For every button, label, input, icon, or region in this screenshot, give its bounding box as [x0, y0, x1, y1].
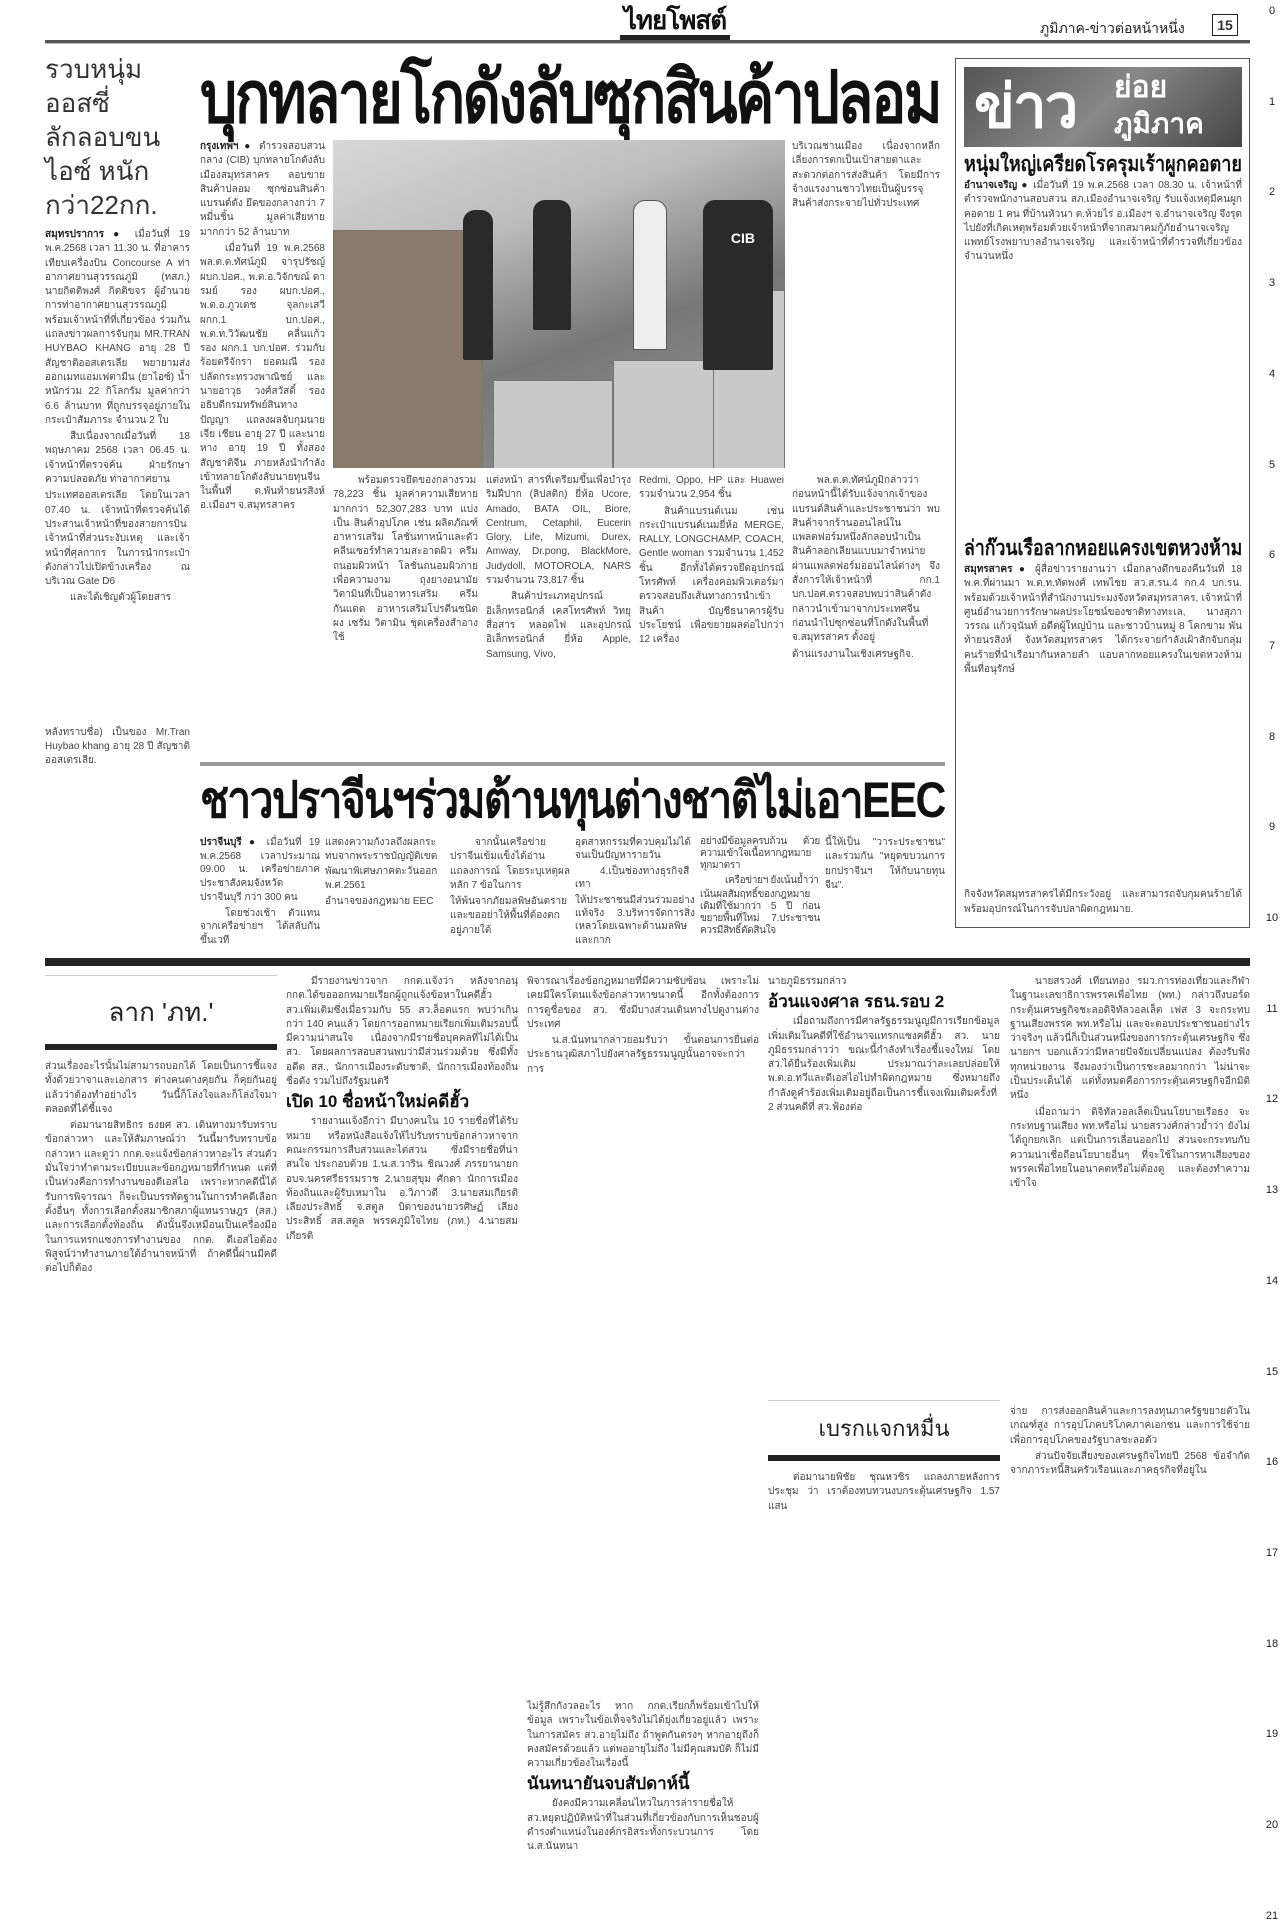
line-number: 18 — [1265, 1637, 1279, 1650]
paragraph: มีรายงานข่าวจาก กกต.แจ้งว่า หลังจากอนุ กกต.ได้ขอออกหมายเรียกผู้ถูกแจ้งข้อหาในคดีฮั้ว สว.เพิ่มเติมซึ่งเมื่อรวมกับ 55 สว.ล็อตแรก พบว่าเกินกว่า 140 คนแล้ว โดยการออกหมายเรียกเพิ่มเติมรอบนี้มีความน่าสนใจ เนื่องจากมีรายชื่อบุคคลที่ไม่ได้เป็น สว. โดยผลการสอบสวนพบว่ามีส่วนร่วมด้วย ซึ่งมีทั้งอดีต สส., นักการเมืองระดับชาติ, นักการเมืองท้องถิ่นชื่อดัง รวมไปถึงรัฐมนตรี — [286, 976, 518, 1088]
subheading: นันทนายันจบสัปดาห์นี้ — [527, 1774, 690, 1794]
paragraph: เครือข่ายฯ ยังเน้นย้ำว่า — [725, 874, 819, 886]
paragraph: ยังคงมีความเคลื่อนไหวในการล่ารายชื่อให้ สว.หยุดปฏิบัติหน้าที่ในส่วนที่เกี่ยวข้องกับการเห็นชอบผู้ดำรงตำแหน่งในองค์กรอิสระทั้งกระบวนการ โดย น.ส.นันทนา — [527, 1798, 759, 1853]
paragraph: เมื่อถามถึงการมีศาลรัฐธรรมนูญมีการเรียกข้อมูลเพิ่มเติมในคดีที่ใช้อำนาจแทรกแซงคดีฮั้ว สว. นายภูมิธรรมกล่าวว่า ขณะนี้กำลังทำเรื่องชี้แจงใหม่ โดย สว.ได้ยื่นร้องเพิ่มเติม ประมาณว่าละเลยปล่อยให้ พ.ต.อ.ทวีและดีเอสไอไปทำผิดกฎหมาย ซึ่งหมายถึงกำลังดูคำร้องเพิ่มเติมอยู่ถือเป็นการชี้แจงเพิ่มเติมครั้งที่ 2 ส่วนคดีที่ สว.ฟ้องต่อ — [768, 1016, 1000, 1114]
line-number: 8 — [1268, 730, 1276, 743]
eec-column — [700, 836, 820, 940]
paragraph: หลังทราบชื่อ) เป็นของ Mr.Tran Huybao khang อายุ 28 ปี สัญชาติออสเตรเลีย. — [45, 726, 190, 767]
paragraph: อุตสาหกรรมที่ควบคุมไม่ได้จนเป็นปัญหารายวัน — [575, 837, 691, 862]
brief-story — [964, 147, 1242, 531]
paragraph: รายงานแจ้งอีกว่า มีบางคนใน 10 รายชื่อที่ได้รับหมาย หรือหนังสือแจ้งให้ไปรับทราบข้อกล่าวหาจากคณะกรรมการสืบสวนและไต่สวน ซึ่งมีรายชื่อที่น่าสนใจ ประกอบด้วย 1.น.ส.วาริน ชิณวงศ์ ภรรยานายก อบจ.นครศรีธรรมราช 2.นายสุขุม ศักดา นักการเมืองท้องถิ่นและผู้รับเหมาใน อ.วิภาวดี 3.นายสมเกียรติ เลียงประสิทธิ์ จ.สตูล บิดาของนายวรศิษฏ์ เลียงประสิทธิ์ สส.สตูล พรรคภูมิใจไทย (ภท.) 4.นายสมเกียรติ — [286, 1116, 518, 1242]
bottom-column — [768, 1400, 1000, 1516]
cib-jacket-label: CIB — [730, 230, 755, 246]
brief-headline: หนุ่มใหญ่เครียดโรครุมเร้าผูกคอตาย — [964, 153, 1242, 176]
line-number: 15 — [1265, 1365, 1279, 1378]
line-number: 5 — [1268, 458, 1276, 471]
line-number: 13 — [1265, 1184, 1279, 1197]
paragraph: นี้ให้เป็น "วาระประชาชน" และร่วมกัน "หยุดขบวนการยกปราจีนฯ ให้กับนายทุนจีน". — [825, 837, 945, 891]
banner-text: ย่อย — [1114, 71, 1168, 104]
line-number: 2 — [1268, 186, 1276, 199]
column-title: เบรกแจกหมื่น — [768, 1400, 1000, 1461]
line-number: 10 — [1265, 912, 1279, 924]
line-number: 21 — [1265, 1909, 1279, 1922]
news-photo-warehouse-raid — [333, 140, 785, 468]
paragraph: พิจารณาเรื่องข้อกฎหมายที่มีความซับซ้อน เพราะไม่เคยมีใครโดนแจ้งข้อกล่าวหาขนาดนี้ อีกทั้งต้องการการดูชื่อของ สว. ซึ่งมีบางส่วนเดินทางไปดูงานต่างประเทศ — [527, 976, 759, 1030]
paragraph: ประเทศออสเตรเลีย โดยในเวลา 07.40 น. เจ้าหน้าที่ตรวจค้นได้ประสานเจ้าหน้าที่ของสายการบิน เจ้าหน้าที่ส่วนระงับเหตุ และเจ้าหน้าที่ศุลกากร ในการนำกระเป๋าดังกล่าวไปเปิดข้างเครื่อง ณ บริเวณ Gate D6 — [45, 490, 190, 588]
line-number: 7 — [1268, 639, 1276, 652]
section-divider — [45, 958, 1250, 966]
line-number: 17 — [1265, 1546, 1279, 1559]
dateline: กรุงเทพฯ ● — [200, 141, 254, 152]
banner-text: ข่าว — [974, 73, 1077, 140]
eec-headline: ชาวปราจีนฯร่วมต้านทุนต่างชาติไม่เอาEEC — [200, 772, 945, 828]
section-label: ภูมิภาค-ข่าวต่อหน้าหนึ่ง — [1040, 20, 1185, 36]
paragraph: ส่วนปัจจัยเสี่ยงของเศรษฐกิจไทยปี 2568 ข้อจำกัดจากภาระหนี้สินครัวเรือนและภาคธุรกิจที่อยู่ใน — [1010, 1450, 1250, 1477]
paragraph: พร้อมตรวจยึดของกลางรวม 78,223 ชิ้น มูลค่าความเสียหายมากกว่า 52,307,283 บาท แบ่งเป็น สินค้าอุปโภค เช่น ผลิตภัณฑ์อาหารเสริม โลชั่นทาหน้าและตัว คลีนเซอร์ทำความสะอาดผิว ครีมถนอมผิวหน้า โลชั่นถนอมผิวกาย เพื่อความงาม ถุงยางอนามัย วิตามินที่เป็นอาหารเสริม ครีมกันแดด อาหารเสริมโปรตีนชนิดผง เซรั่ม วิตามิน ชุดเครื่องสำอางใช้ — [333, 475, 478, 644]
line-number: 3 — [1268, 277, 1276, 290]
main-story-column — [792, 140, 940, 213]
bottom-column — [1010, 1405, 1250, 1480]
bottom-column — [527, 975, 759, 1079]
paragraph: 4.เป็นช่องทางธุรกิจสีเทา — [575, 865, 690, 891]
line-number: 6 — [1268, 549, 1276, 562]
main-story-column — [639, 474, 784, 650]
main-story-column — [200, 140, 325, 516]
paragraph: อำนาจของกฎหมาย EEC — [325, 896, 434, 908]
paragraph: เมื่อวันที่ 19 พ.ค.2568 เวลา 11.30 น. ที่อาคารเทียบเครื่องบิน Concourse A ท่าอากาศยานสุวรรณภูมิ (ทสภ.) นายกิตติพงศ์ กิตติขจร ผู้อำนวยการท่าอากาศยานสุวรรณภูมิ พร้อมเจ้าหน้าที่ที่เกี่ยวข้อง ร่วมกันแถลงข่าวผลการจับกุม MR.TRAN HUYBAO KHANG อายุ 28 ปี สัญชาติออสเตรเลีย พยายามส่งออกเมทแอมเฟตามีน (ยาไอซ์) น้ำหนักร่วม 22 กิโลกรัม มูลค่ากว่า 6.6 ล้านบาท ที่ถูกบรรจุอยู่ภายในกระเป๋าสัมภาระ จำนวน 2 ใบ — [45, 229, 190, 426]
paragraph: สืบเนื่องจากเมื่อวันที่ 18 พฤษภาคม 2568 เวลา 06.45 น. เจ้าหน้าที่ตรวจค้น ฝ่ายรักษาความปลอดภัย ท่าอากาศยาน — [45, 431, 190, 486]
line-number: 9 — [1268, 821, 1276, 834]
subheading: อ้วนแจงศาล รธน.รอบ 2 — [768, 992, 945, 1012]
paragraph: Redmi, Oppo, HP และ Huawei รวมจำนวน 2,954 ชิ้น — [639, 475, 784, 501]
paragraph: สินค้าแบรนด์เนม เช่น กระเป๋าแบรนด์เนมยี่ห้อ MERGE, RALLY, LONGCHAMP, COACH, Gentle woman รวมจำนวน 1,452 ชิ้น อีกทั้งได้ตรวจยึดอุปกรณ์โทรศัพท์ เครื่องคอมพิวเตอร์มาตรวจสอบถึงเส้นทางการนำเข้าสินค้า บัญชีธนาคารผู้รับประโยชน์ เพื่อขยายผลต่อไปกว่า 12 เครื่อง — [639, 505, 784, 646]
regional-briefs-banner — [964, 67, 1242, 147]
dateline: ปราจีนบุรี ● — [200, 837, 260, 848]
column-title: ลาก 'ภท.' — [45, 975, 277, 1050]
eec-column — [450, 836, 570, 940]
eec-column — [575, 836, 695, 949]
paragraph: ไม่รู้สึกกังวลอะไร หาก กกต.เรียกก็พร้อมเข้าไปให้ข้อมูล เพราะในข้อเท็จจริงไม่ได้ยุ่งเกี่ยวอยู่แล้ว เพราะในการสมัคร สว.อายุไม่ถึง ถ้าพูดกันตรงๆ หากอายุถึงก็คงสมัครด้วยแล้ว แต่พออายุไม่ถึง ไม่มีคุณสมบัติ ก็ไม่มีความเกี่ยวข้องในเรื่องนี้ — [527, 1701, 759, 1770]
paragraph: ให้พ้นจากภัยมลพิษอันตราย และขออย่าให้พื้นที่ต้องตกอยู่ภายใต้ — [450, 896, 567, 936]
banner-text: ภูมิภาค — [1114, 108, 1204, 139]
eec-column — [825, 836, 945, 895]
paragraph: เมื่อถามว่า ดิจิทัลวอลเล็ตเป็นนโยบายเรือธง จะกระทบฐานเสียง พท.หรือไม่ นายสรวงศ์กล่าวย้ำว่า ยังไม่ได้ถูกยกเลิก แต่เป็นการเลื่อนออกไป ส่วนจะกระทบกับความน่าเชื่อถือนโยบายอื่นๆ ที่จะใช้ในการหาเสียงของพรรคเพื่อไทยในอนาคตหรือไม่ต้องดู และต้องทำความเข้าใจ — [1010, 1106, 1250, 1190]
paragraph: จากนั้นเครือข่ายปราจีนเข้มแข็งได้อ่านแถลงการณ์ โดยระบุเหตุผลหลัก 7 ข้อในการ — [450, 837, 570, 891]
paragraph: สินค้าประเภทอุปกรณ์อิเล็กทรอนิกส์ เคสโทรศัพท์ วิทยุสื่อสาร หลอดไฟ และอุปกรณ์อิเล็กทรอนิกส์ ยี่ห้อ Apple, Samsung, Vivo, — [486, 591, 631, 660]
line-number: 16 — [1265, 1456, 1279, 1469]
paragraph: ต่อมานายสิทธิกร ธงยศ สว. เดินทางมารับทราบข้อกล่าวหา และให้สัมภาษณ์ว่า วันนี้มารับทราบข้อกล่าวหา และดูว่า กกต.จะแจ้งข้อกล่าวหาอะไร ส่วนตัวมั่นใจว่าทำตามระเบียบและข้อกฎหมายที่กำหนด แต่ที่เป็นห่วงคือการทำงานของดีเอสไอ เพราะหากคดีนี้ได้รับการพิจารณา ก็จะเป็นบรรทัดฐานในการทำคดีเลือกตั้งอื่นๆ ทั้งการเลือกตั้งสมาชิกสภาผู้แทนราษฎร (สส.) และการเลือกตั้งท้องถิ่น ดังนั้นจึงเหมือนเป็นเครื่องมือในการแทรกแซงการทำงานของ กกต. ดีเอสไอต้องพิสูจน์ว่าทำงานภายใต้อำนาจหน้าที่ ถ้าคดีนี้ผ่านมีคดีต่อไปก็ต้อง — [45, 1120, 277, 1275]
paragraph: ผู้สื่อข่าวรายงานว่า เมื่อกลางดึกของคืนวันที่ 18 พ.ค.ที่ผ่านมา พ.ต.ท.ทัตพงศ์ เทพไชย สว.ส.รน.4 กก.4 บก.รน. พร้อมด้วยเจ้าหน้าที่สำนักงานประมงจังหวัดสมุทรสาคร, เจ้าหน้าที่ศูนย์อำนวยการรักษาผลประโยชน์ของชาติทางทะเล, นางสุภาวรรณ แก้วจุนันท์ อดีตผู้ใหญ่บ้าน และชาวบ้านหมู่ 8 โคกขาม พันท้ายนรสิงห์ จังหวัดสมุทรสาคร ได้กระจายกำลังเฝ้าสักจับกลุ่มคนร้ายที่นำเรือมากันหลายลำ แอบลากหอยแครงในเขตหวงห้ามพื้นที่อนุรักษ์ — [964, 564, 1242, 676]
paragraph: นายภูมิธรรมกล่าว — [768, 976, 847, 987]
eec-column — [200, 836, 320, 950]
main-story-column — [333, 474, 478, 648]
paragraph: กิจจังหวัดสมุทรสาครได้มีกระวังอยู่ และสามารถจับกุมคนร้ายได้พร้อมอุปกรณ์ในการจับปลาผิดกฎหมาย. — [964, 889, 1242, 915]
paragraph: เน้นผลสัมฤทธิ์ของกฎหมายเดิมที่ใช้มากว่า 5 ปี ก่อนขยายพื้นที่ใหม่ 7.ประชาชนควรมีสิทธิ์ตัดสินใจ — [700, 888, 820, 937]
line-number: 1 — [1268, 95, 1276, 108]
main-story-column — [486, 474, 631, 664]
brief-headline: ล่าก๊วนเรือลากหอยแครงเขตหวงห้าม — [964, 537, 1243, 560]
bottom-column — [1010, 975, 1250, 1193]
left-story-body — [45, 228, 190, 771]
paragraph: โดยช่วงเช้า ตัวแทนจากเครือข่ายฯ ได้สลับกันขึ้นเวที — [200, 907, 320, 946]
line-number: 11 — [1266, 1002, 1278, 1015]
dateline: อำนาจเจริญ ● — [964, 180, 1029, 191]
paragraph: แต่งหน้า สารที่เตรียมขึ้นเพื่อบำรุงริมฝีปาก (ลิปสติก) ยี่ห้อ Ucore, Amado, BATA OIL, Biore, Centrum, Cetaphil, Eucerin Glory, Life, Mizumi, Durex, Amway, Dr.pong, BlackMore, Judydoll, MOTOROLA, NARS รวมจำนวน 73,817 ชิ้น — [486, 475, 631, 587]
brief-story — [964, 531, 1242, 679]
paragraph: แสดงความกังวลถึงผลกระทบจากพระราชบัญญัติเขตพัฒนาพิเศษภาคตะวันออก พ.ศ.2561 — [325, 837, 438, 891]
header-rule — [45, 40, 1250, 44]
line-number: 20 — [1265, 1819, 1279, 1831]
brief-body — [964, 888, 1242, 919]
bottom-column — [527, 1700, 759, 1857]
paragraph: ด้านแรงงานในเชิงเศรษฐกิจ. — [792, 648, 914, 660]
paragraph: เมื่อวันที่ 19 พ.ค.2568 พล.ต.ต.ทัศน์ภูมิ จารุปรัชญ์ ผบก.ปอศ., พ.ต.อ.วิจักขณ์ ดารมย์ รอง ผบก.ปอศ., พ.ต.อ.ภูวเดช จุลกะเสวี ผกก.1 บก.ปอศ., พ.ต.ท.วิวัฒนชัย คลื่นแก้ว รอง ผกก.1 บก.ปอศ. ร่วมกับร้อยตรีจักรา ยอดมณี รองปลัดกระทรวงพาณิชย์ และนายอาวุธ วงศ์สวัสดิ์ รองอธิบดีกรมทรัพย์สินทางปัญญา แถลงผลจับกุมนายเจีย เชียน อายุ 27 ปี และนายหาง อายุ 19 ปี ทั้งสองสัญชาติจีน ภายหลังนำกำลังเข้าทลายโกดังลับนายทุนจีนในพื้นที่ ต.พันท้ายนรสิงห์ อ.เมืองฯ จ.สมุทรสาคร — [200, 243, 325, 512]
paragraph: ส่วนเรื่องอะไรนั้นไม่สามารถบอกได้ โดยเป็นการชี้แจงทั้งด้วยวาจาและเอกสาร ต่างคนต่างคุยกัน ก็คุยกันอยู่แล้วว่าต้องทำอย่างไร วันนี้ก็โล่งใจและก็โล่งใจมาตลอดที่ได้ชี้แจง — [45, 1061, 277, 1115]
line-number: 12 — [1265, 1093, 1279, 1106]
subheading: เปิด 10 ชื่อหน้าใหม่คดีฮั้ว — [286, 1092, 470, 1112]
paragraph: ให้ประชาชนมีส่วนร่วมอย่างแท้จริง 3.บริหารจัดการสิ่งเหลวโดยเฉพาะด้านมลพิษและกาก — [575, 894, 695, 946]
main-story-column — [792, 474, 940, 664]
paragraph: น.ส.นันทนากล่าวยอมรับว่า ขั้นตอนการยื่นต่อประธานวุฒิสภาไปยังศาลรัฐธรรมนูญนั้นอาจจะกว่าการ — [527, 1035, 759, 1075]
line-number: 14 — [1265, 1274, 1279, 1287]
page-number: 15 — [1212, 14, 1238, 36]
paragraph: บริเวณชานเมือง เนื่องจากหลีกเลี่ยงการตกเป็นเป้าสายตาและสะดวกต่อการส่งสินค้า โดยมีการจ้างแรงงานชาวไทยเป็นผู้บรรจุสินค้าส่งกระจายไปทั่วประเทศ — [792, 141, 940, 210]
paragraph: พล.ต.ต.ทัศน์ภูมิกล่าวว่า ก่อนหน้านี้ได้รับแจ้งจากเจ้าของแบรนด์สินค้าและประชาชนว่า พบสินค้าจากร้านออนไลน์ในแพลตฟอร์มหนึ่งลักลอบนำเป็นสินค้าลอกเลียนแบบมาจำหน่ายผ่านแพลตฟอร์มออนไลน์ต่างๆ จึงสั่งการให้เจ้าหน้าที่ กก.1 บก.ปอศ.ตรวจสอบพบว่าสินค้าดังกล่าวนำเข้ามาจากประเทศจีน ก่อนนำไปซุกซ่อนที่โกดังในพื้นที่ จ.สมุทรสาคร ตั้งอยู่ — [792, 475, 940, 644]
paragraph: ตำรวจสอบสวนกลาง (CIB) บุกทลายโกดังลับเมืองสมุทรสาคร ลอบขายสินค้าปลอม ซุกซ่อนสินค้าแบรนด์ดัง ยึดของกลางกว่า 7 หมื่นชิ้น มูลค่าเสียหายมากกว่า 52 ล้านบาท — [200, 141, 325, 238]
main-headline: บุกทลายโกดังลับซุกสินค้าปลอม — [200, 58, 941, 138]
newspaper-logo: ไทยโพสต์ — [623, 5, 727, 35]
dateline: สมุทรปราการ ● — [45, 229, 126, 240]
paragraph: นายสรวงศ์ เทียนทอง รมว.การท่องเที่ยวและกีฬา ในฐานะเลขาธิการพรรคเพื่อไทย (พท.) กล่าวถึงบอร์ดกระตุ้นเศรษฐกิจชะลอดิจิทัลวอลเล็ต เฟส 3 จะกระทบฐานเสียงพรรค พท.หรือไม่ และจะตอบประชาชนอย่างไรว่าจริงๆ แล้วนี่ก็เป็นส่วนหนึ่งของการกระตุ้นเศรษฐกิจ ซึ่งนายกฯ บอกแล้วว่ามีหลายปัจจัยเปลี่ยนแปลง ต้องรับฟังทุกหน่วยงาน จึงมองว่าเป็นการชะลอมากกว่า ไม่น่าจะเป็นประเด็นได้ แต่ทั้งหมดคือการกระตุ้นเศรษฐกิจอีกมิติหนึ่ง — [1010, 976, 1250, 1102]
paragraph: อย่างมีข้อมูลครบถ้วน ด้วยความเข้าใจเนื้อหากฎหมายทุกมาตรา — [700, 836, 820, 872]
regional-briefs-box — [955, 58, 1250, 928]
line-number: 4 — [1268, 367, 1276, 380]
dateline: สมุทรสาคร ● — [964, 564, 1029, 575]
paragraph: จ่าย การส่งออกสินค้าและการลงทุนภาครัฐขยายตัวในเกณฑ์สูง การอุปโภคบริโภคภาคเอกชน และการใช้จ่ายเพื่อการอุปโภคของรัฐบาลชะลอตัว — [1010, 1406, 1250, 1446]
left-story-title: รวบหนุ่มออสซี่ ลักลอบขนไอซ์ หนักกว่า22กก. — [45, 54, 161, 220]
eec-column — [325, 836, 445, 911]
line-number: 0 — [1268, 5, 1276, 17]
paragraph: ต่อมานายพิชัย ชุณหวชิร แถลงภายหลังการประชุม ว่า เราต้องทบทวนงบกระตุ้นเศรษฐกิจ 1.57 แสน — [768, 1472, 1000, 1512]
line-number: 19 — [1265, 1728, 1279, 1741]
bottom-column — [286, 975, 518, 1246]
divider — [200, 762, 945, 766]
masthead — [620, 6, 730, 43]
paragraph: เมื่อวันที่ 19 พ.ค.2568 เวลา 08.30 น. เจ้าหน้าที่ตำรวจพนักงานสอบสวน สภ.เมืองอำนาจเจริญ รับแจ้งเหตุมีคนผูกคอตาย 1 คน ที่บ้านหัวนา ต.ห้วยไร่ อ.เมืองฯ จ.อำนาจเจริญ จึงรุดไปยังที่เกิดเหตุพร้อมด้วยเจ้าหน้าที่จากสมาคมกู้ภัยอำนาจเจริญ แพทย์โรงพยาบาลอำนาจเจริญ และเจ้าหน้าที่ตำรวจที่เกี่ยวข้องจำนวนหนึ่ง — [964, 180, 1243, 263]
paragraph: และได้เชิญตัวผู้โดยสาร — [70, 592, 171, 604]
bottom-column — [768, 975, 1000, 1117]
bottom-column — [45, 975, 277, 1278]
paragraph: เมื่อวันที่ 19 พ.ค.2568 เวลาประมาณ 09.00 น. เครือข่ายภาคประชาสังคมจังหวัดปราจีนบุรี กว่า 300 คน — [200, 837, 320, 903]
